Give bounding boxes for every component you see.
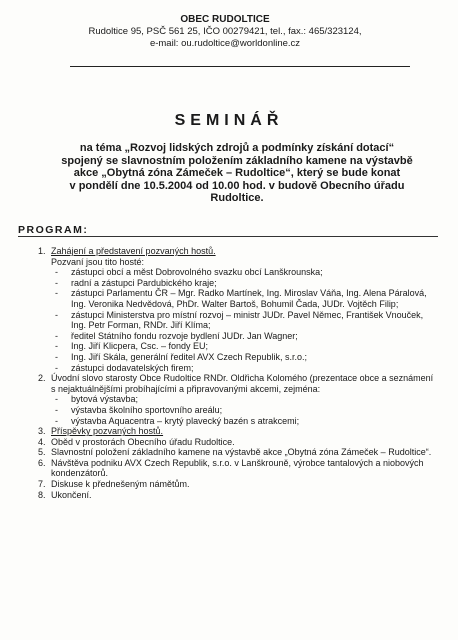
program-item (38, 458, 438, 479)
topic-line: Rudoltice. (210, 192, 264, 205)
letterhead (60, 14, 390, 50)
action-entry: - výstavba školního sportovního areálu; (55, 404, 223, 415)
program-item (38, 490, 438, 501)
org-name: OBEC RUDOLTICE (180, 14, 270, 25)
guest-entry: - zástupci Parlamentu ČR – Mgr. Radko Martínek, Ing. Miroslav Váňa, Ing. Alena Páralová, Ing. Veronika Nedvědová, PhDr. Walter Bartoš, Bohumil Čada, JUDr. Vojtěch Filip; (55, 288, 427, 309)
item-text: Návštěva podniku AVX Czech Republik, s.r.o. v Lanškrouně, výrobce tantalových a niobových kondenzátorů. (51, 457, 424, 479)
program-item (38, 426, 438, 437)
guest-entry: - ředitel Státního fondu rozvoje bydlení JUDr. Jan Wagner; (55, 330, 298, 341)
item-number: 2. (38, 373, 46, 384)
guest-entry: - Ing. Jiří Skála, generální ředitel AVX Czech Republik, s.r.o.; (55, 351, 307, 362)
item-number: 3. (38, 426, 46, 437)
topic-line: spojený se slavnostním položením základního kamene na výstavbě (61, 154, 413, 167)
item-text: Ukončení. (51, 489, 92, 500)
guest-entry: - radní a zástupci Pardubického kraje; (55, 277, 217, 288)
guest-entry: - zástupci dodavatelských firem; (55, 362, 194, 373)
guests-label: Pozvaní jsou tito hosté: (51, 256, 145, 267)
item-text: Slavnostní položení základního kamene na výstavbě akce „Obytná zóna Zámeček – Rudoltice“. (51, 447, 432, 458)
document-title: SEMINÁŘ (174, 112, 284, 129)
seminar-topic (52, 142, 422, 205)
item-text: Oběd v prostorách Obecního úřadu Rudoltice. (51, 436, 235, 447)
item-number: 4. (38, 436, 46, 447)
program-item (38, 447, 438, 458)
action-entry: - bytová výstavba; (55, 394, 139, 405)
topic-line: akce „Obytná zóna Zámeček – Rudoltice“, který se bude konat (73, 167, 401, 180)
item-text: Příspěvky pozvaných hostů. (51, 426, 164, 437)
program-item (38, 479, 438, 490)
guest-entry: - zástupci Ministerstva pro místní rozvoj – ministr JUDr. Pavel Němec, František Vnouček, Ing. Petr Forman, RNDr. Jiří Klíma; (55, 309, 424, 331)
item-number: 1. (38, 246, 46, 256)
item-number: 6. (38, 457, 46, 468)
org-address: Rudoltice 95, PSČ 561 25, IČO 00279421, tel., fax.: 465/323124, (88, 26, 362, 37)
item-number: 7. (38, 479, 46, 490)
program-list (38, 246, 438, 500)
topic-line: na téma „Rozvoj lidských zdrojů a podmínky získání dotací“ (79, 142, 395, 154)
program-item (38, 246, 438, 373)
item-text: Diskuse k přednešeným námětům. (51, 479, 190, 490)
action-entry: - výstavba Aquacentra – krytý plavecký bazén s atrakcemi; (55, 415, 300, 426)
item-number: 8. (38, 489, 46, 500)
program-heading: PROGRAM: (18, 224, 89, 236)
letterhead-rule (70, 66, 410, 67)
program-item (38, 373, 438, 426)
program-item (38, 437, 438, 448)
program-rule (18, 236, 438, 237)
org-email: e-mail: ou.rudoltice@worldonline.cz (149, 38, 301, 49)
item-number: 5. (38, 447, 46, 458)
item-text: Zahájení a představení pozvaných hostů. (51, 246, 216, 256)
item-text: Úvodní slovo starosty Obce Rudoltice RNDr. Oldřicha Kolomého (prezentace obce a seznámení s nejaktuálnějšími probíhajícími a připravovanými akcemi, zejména: (51, 373, 434, 394)
guest-entry: - Ing. Jiří Klicpera, Csc. – fondy EU; (55, 341, 209, 352)
topic-line: v pondělí dne 10.5.2004 od 10.00 hod. v budově Obecního úřadu (69, 179, 405, 192)
guest-entry: - zástupci obcí a měst Dobrovolného svazku obcí Lanškrounska; (55, 267, 323, 278)
